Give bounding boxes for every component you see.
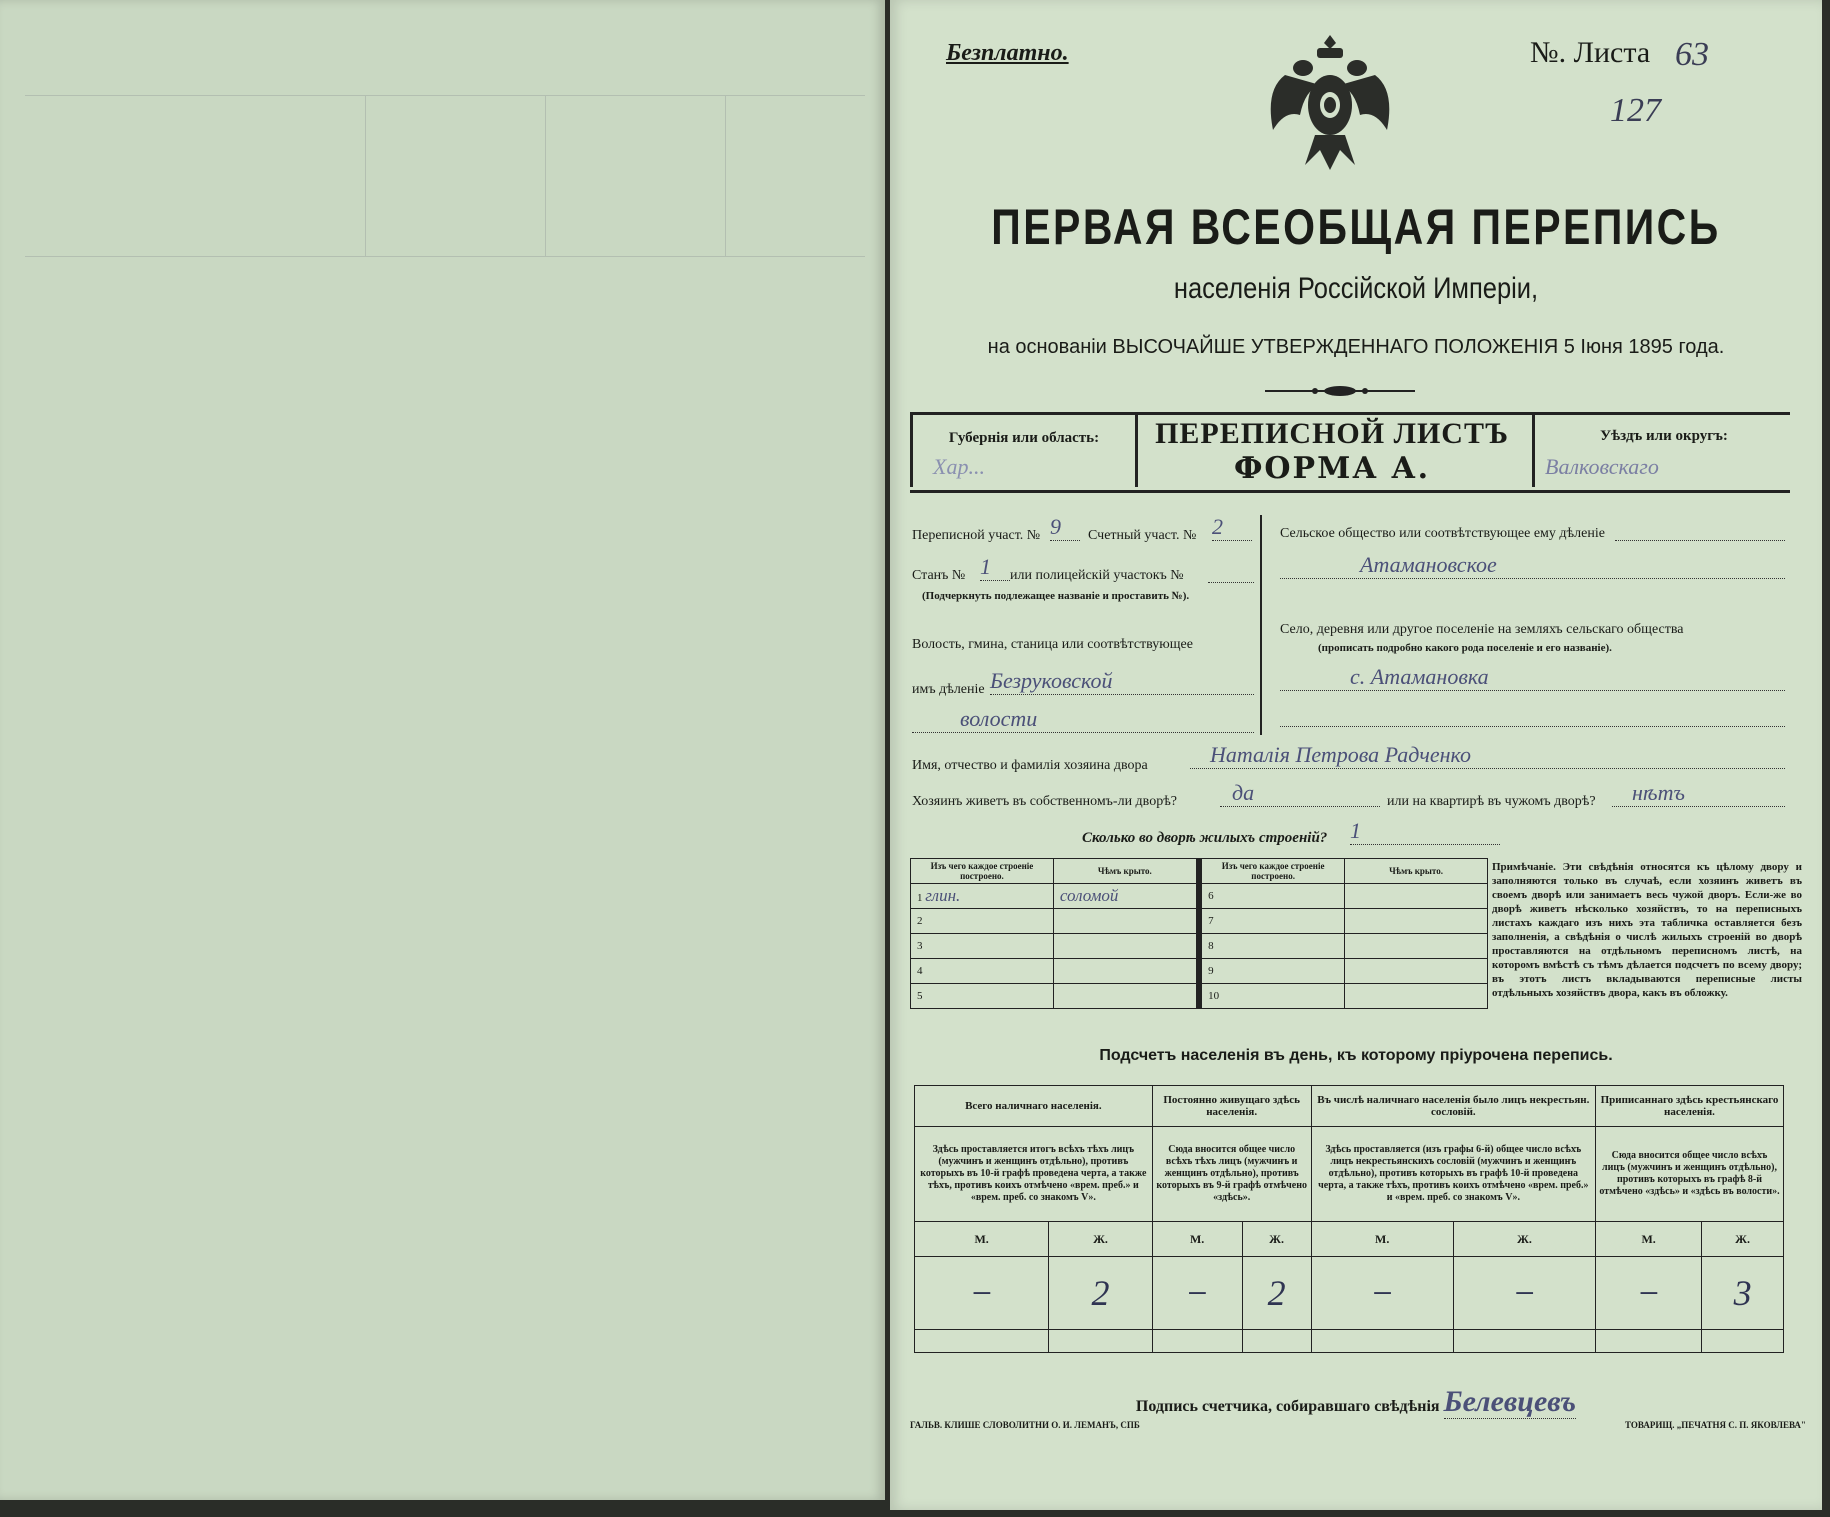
- volost-label-1: Волость, гмина, станица или соотвѣтствующее: [912, 637, 1193, 652]
- col-head-non-peasant: Въ числѣ наличнаго населенія было лицъ некрестьян. сословій.: [1311, 1086, 1595, 1127]
- buildings-handwritten: 1: [1350, 818, 1500, 845]
- footer-right-printer: ТОВАРИЩ. „ПЕЧАТНЯ С. П. ЯКОВЛЕВА": [1625, 1420, 1806, 1430]
- rent-label: или на квартирѣ въ чужомъ дворѣ?: [1387, 794, 1596, 809]
- col-roof-right: Чѣмъ крыто.: [1345, 859, 1488, 884]
- f-label: Ж.: [1242, 1222, 1311, 1257]
- count-area-label: Счетный участ. №: [1088, 528, 1197, 543]
- col-desc-non-peasant: Здѣсь проставляется (изъ графы 6-й) общее число всѣхъ лицъ некрестьянскихъ сословій (мужчинъ и женщинъ отдѣльно), противъ которыхъ въ графѣ 10-й проведена черта, а также тѣхъ, противъ коихъ отмѣчено «врем. преб.» и «врем. преб. со знакомъ V».: [1311, 1127, 1595, 1222]
- legal-basis-line: на основаніи ВЫСОЧАЙШЕ УТВЕРЖДЕННАГО ПОЛОЖЕНІЯ 5 Іюня 1895 года.: [987, 336, 1725, 358]
- signature-handwritten: Белевцевъ: [1443, 1385, 1577, 1418]
- census-form-page: [890, 0, 1822, 1510]
- census-area-label: Переписной участ. №: [912, 528, 1041, 543]
- col-desc-permanent: Сюда вносится общее число всѣхъ тѣхъ лицъ (мужчинъ и женщинъ отдѣльно), противъ которыхъ въ 9-й графѣ отмѣчено «здѣсь».: [1152, 1127, 1311, 1222]
- table-row: 1 глин. соломой 6: [911, 884, 1488, 909]
- left-page: [0, 0, 885, 1500]
- own-yard-label: Хозяинъ живетъ въ собственномъ-ли дворѣ?: [912, 794, 1178, 809]
- non-peasant-male: −: [1311, 1257, 1453, 1330]
- table-row: 4 9: [911, 959, 1488, 984]
- signature-label: Подпись счетчика, собиравшаго свѣдѣнія: [1135, 1398, 1440, 1415]
- rural-society-label: Сельское общество или соотвѣтствующее ему дѣленіе: [1280, 526, 1605, 541]
- volost-handwritten-2: волости: [912, 706, 1254, 733]
- table-row: 3 8: [911, 934, 1488, 959]
- permanent-male: −: [1152, 1257, 1242, 1330]
- row1-roof-hand: соломой: [1059, 886, 1119, 905]
- province-box: [910, 412, 1138, 487]
- double-headed-eagle-emblem: [1265, 30, 1395, 175]
- m-label: М.: [915, 1222, 1049, 1257]
- footer-left-printer: ГАЛЬВ. КЛИШЕ СЛОВОЛИТНИ О. И. ЛЕМАНЪ, СПБ: [910, 1420, 1140, 1430]
- own-yard-handwritten: да: [1220, 780, 1380, 807]
- registered-male: −: [1596, 1257, 1702, 1330]
- f-label: Ж.: [1702, 1222, 1784, 1257]
- stan-label: Станъ №: [912, 568, 966, 583]
- village-handwritten: с. Атамановка: [1280, 664, 1785, 691]
- f-label: Ж.: [1453, 1222, 1595, 1257]
- census-subtitle: населенія Россійской Имперіи,: [1173, 272, 1539, 305]
- col-head-registered-peasant: Приписаннаго здѣсь крестьянскаго населенія.: [1596, 1086, 1784, 1127]
- col-head-total: Всего наличнаго населенія.: [915, 1086, 1153, 1127]
- village-label: Село, деревня или другое поселеніе на земляхъ сельскаго общества: [1280, 622, 1684, 637]
- police-area-line: [1208, 566, 1254, 583]
- non-peasant-female: −: [1453, 1257, 1595, 1330]
- enumerator-signature-line: [890, 1385, 1822, 1419]
- permanent-female: 2: [1242, 1257, 1311, 1330]
- m-label: М.: [1152, 1222, 1242, 1257]
- province-label: Губернія или область:: [948, 430, 1100, 446]
- census-sheet-label: ПЕРЕПИСНОЙ ЛИСТЪ: [1155, 417, 1509, 450]
- village-note: (прописать подробно какого рода поселеніе и его названіе).: [1318, 642, 1612, 654]
- census-title: ПЕРВАЯ ВСЕОБЩАЯ ПЕРЕПИСЬ: [991, 199, 1721, 255]
- underline-note: (Подчеркнуть подлежащее названіе и проставить №).: [922, 590, 1190, 602]
- m-label: М.: [1311, 1222, 1453, 1257]
- table-note: Примѣчаніе. Эти свѣдѣнія относятся къ цѣлому двору и заполняются только въ случаѣ, если хозяинъ живетъ въ своемъ дворѣ или занимаетъ весь чужой дворъ. Если-же во дворѣ живетъ нѣсколько хозяйствъ, то на переписныхъ листахъ каждаго изъ нихъ эта табличка оставляется безъ заполненія, а свѣдѣнія о числѣ жилыхъ строеній во дворѣ проставляются на отдѣльномъ переписномъ листѣ, на которомъ вмѣстѣ съ тѣмъ дѣлается подсчетъ по всему двору; въ этотъ листъ вкладываются переписные листы отдѣльныхъ хозяйствъ двора, какъ въ обложку.: [1492, 861, 1802, 999]
- rural-society-line-1: [1615, 524, 1785, 541]
- registered-female: 3: [1702, 1257, 1784, 1330]
- sheet-number-handwritten: 63: [1675, 36, 1709, 73]
- sheet-number-handwritten-2: 127: [1610, 92, 1661, 129]
- free-label: Безплатно.: [946, 40, 1069, 66]
- uezd-handwritten: Валковскаго: [1545, 454, 1659, 479]
- table-row: 5 10: [911, 984, 1488, 1009]
- volost-label-2: имъ дѣленіе: [912, 682, 985, 697]
- population-table: [914, 1085, 1784, 1353]
- f-label: Ж.: [1049, 1222, 1152, 1257]
- uezd-box: [1532, 412, 1793, 487]
- bleed-through-lines: [25, 95, 865, 257]
- buildings-table: [910, 858, 1488, 1009]
- uezd-label: Уѣздъ или округъ:: [1600, 428, 1728, 444]
- ornament-divider: [1265, 384, 1415, 398]
- police-area-label: или полицейскій участокъ №: [1010, 568, 1184, 583]
- col-desc-total: Здѣсь проставляется итогъ всѣхъ тѣхъ лицъ (мужчинъ и женщинъ отдѣльно), противъ которыхъ въ 10-й графѣ проведена черта, а также тѣхъ, противъ коихъ отмѣчено «врем. преб.» и «врем. преб. со знакомъ V».: [915, 1127, 1153, 1222]
- col-material-right: Изъ чего каждое строеніе построено.: [1202, 859, 1345, 884]
- total-female: 2: [1049, 1257, 1152, 1330]
- census-sheet-form-a: [1132, 412, 1532, 487]
- column-divider: [1260, 515, 1262, 735]
- rent-handwritten: нѣтъ: [1612, 780, 1785, 807]
- col-roof-left: Чѣмъ крыто.: [1053, 859, 1196, 884]
- owner-label: Имя, отчество и фамилія хозяина двора: [912, 758, 1148, 773]
- stan-handwritten: 1: [980, 554, 1010, 581]
- village-line-2: [1280, 710, 1785, 727]
- population-count-title: Подсчетъ населенія въ день, къ которому пріурочена перепись.: [1099, 1047, 1613, 1064]
- volost-handwritten-1: Безруковской: [990, 668, 1254, 695]
- m-label: М.: [1596, 1222, 1702, 1257]
- rural-society-handwritten: Атамановское: [1280, 552, 1785, 579]
- form-a-label: ФОРМА А.: [1233, 451, 1431, 486]
- row1-material-hand: глин.: [925, 886, 961, 905]
- province-handwritten: Хар...: [933, 454, 985, 479]
- census-area-handwritten: 9: [1050, 514, 1080, 541]
- col-head-permanent: Постоянно живущаго здѣсь населенія.: [1152, 1086, 1311, 1127]
- buildings-question: Сколько во дворѣ жилыхъ строеній?: [1082, 830, 1328, 846]
- total-male: −: [915, 1257, 1049, 1330]
- count-area-handwritten: 2: [1212, 514, 1252, 541]
- col-desc-registered-peasant: Сюда вносится общее число всѣхъ лицъ (мужчинъ и женщинъ отдѣльно), противъ которыхъ въ графѣ 8-й отмѣчено «здѣсь» и «здѣсь въ волости».: [1596, 1127, 1784, 1222]
- owner-handwritten: Наталія Петрова Радченко: [1190, 742, 1785, 769]
- table-row: 2 7: [911, 909, 1488, 934]
- col-material-left: Изъ чего каждое строеніе построено.: [911, 859, 1054, 884]
- sheet-number-label: №. Листа: [1530, 36, 1651, 69]
